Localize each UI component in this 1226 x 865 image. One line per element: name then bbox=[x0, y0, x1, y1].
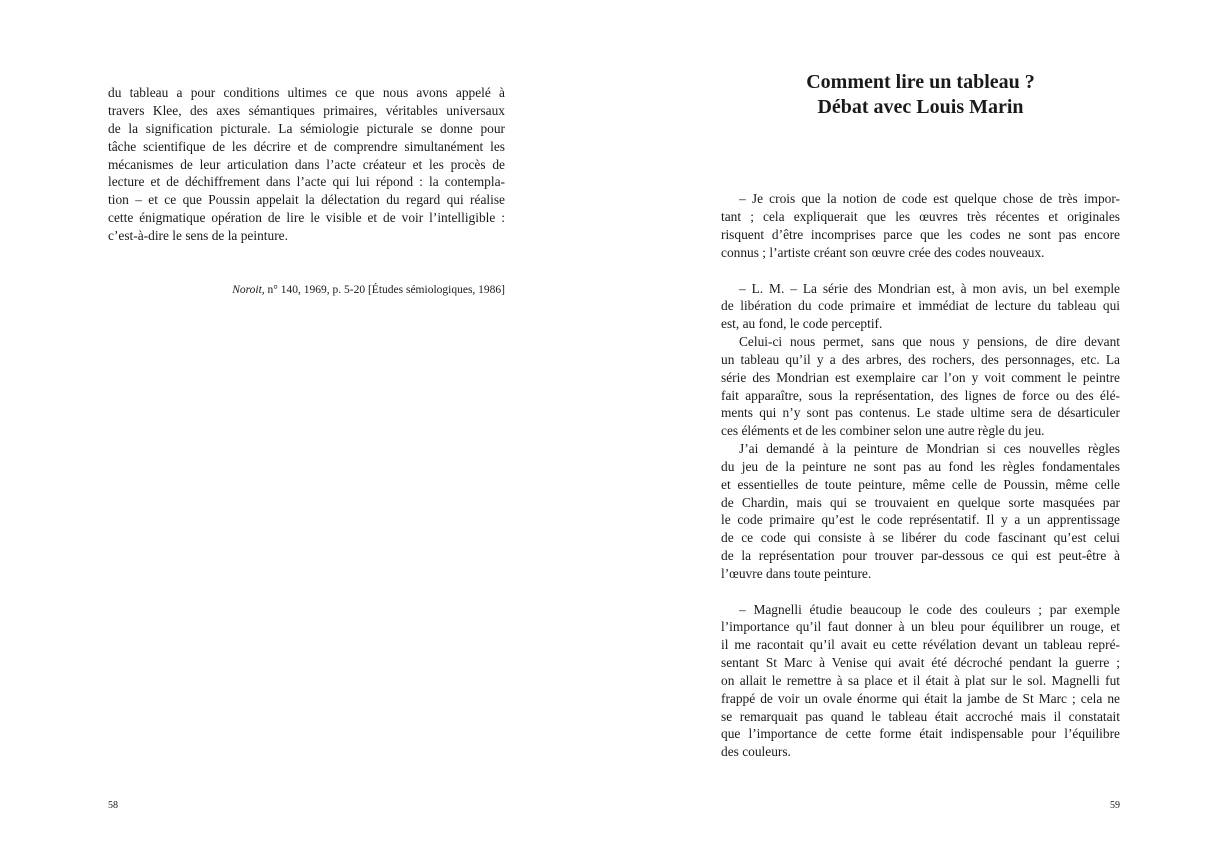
p1-line-2: tant ; cela expliquerait que les œuvres très récentes et originales bbox=[721, 209, 1120, 224]
left-text-line-2: travers Klee, des axes sémantiques primaires, véritables universaux bbox=[108, 103, 505, 118]
p4-line-6: de ce code qui consiste à se libérer du code fascinant qu’est celui bbox=[721, 530, 1120, 545]
p3-line-3: série des Mondrian est exemplaire car l’on y voit comment le peintre bbox=[721, 370, 1120, 385]
left-text-line-9: c’est-à-dire le sens de la peinture. bbox=[108, 228, 288, 243]
p3-line-6: ces éléments et de les combiner selon une autre règle du jeu. bbox=[721, 423, 1045, 438]
p3-line-4: fait apparaître, sous la représentation, des lignes de force ou des élé- bbox=[721, 388, 1120, 403]
chapter-title-line-1: Comment lire un tableau ? bbox=[806, 71, 1035, 93]
p4-line-8: l’œuvre dans toute peinture. bbox=[721, 566, 872, 581]
p1-line-1: – Je crois que la notion de code est quelque chose de très impor- bbox=[739, 191, 1120, 206]
p1-line-3: risquent d’être incomprises parce que les codes ne sont pas encore bbox=[721, 227, 1120, 242]
p4-line-5: le code primaire qu’est le code représentatif. Il y a un apprentissage bbox=[721, 512, 1120, 527]
p2-line-1: – L. M. – La série des Mondrian est, à mon avis, un bel exemple bbox=[739, 281, 1120, 296]
left-text-line-4: tâche scientifique de les décrire et de comprendre simultanément les bbox=[108, 139, 505, 154]
right-page bbox=[613, 0, 1226, 865]
source-citation bbox=[108, 282, 505, 298]
left-text-line-5: mécanismes de leur articulation dans l’acte créateur et les procès de bbox=[108, 157, 505, 172]
p5-line-2: l’importance qu’il faut donner à un bleu pour équilibrer un rouge, et bbox=[721, 619, 1120, 634]
p5-line-1: – Magnelli étudie beaucoup le code des couleurs ; par exemple bbox=[739, 602, 1120, 617]
chapter-title-line-2: Débat avec Louis Marin bbox=[817, 96, 1024, 118]
p2-line-3: est, au fond, le code perceptif. bbox=[721, 316, 883, 331]
left-text-line-8: cette énigmatique opération de lire le visible et de voir l’intelligible : bbox=[108, 210, 505, 225]
p4-line-2: du jeu de la peinture ne sont pas au fond les règles fondamentales bbox=[721, 459, 1120, 474]
p2-line-2: de libération du code primaire et immédiat de lecture du tableau qui bbox=[721, 298, 1120, 313]
p5-line-3: il me racontait qu’il avait eu cette révélation devant un tableau repré- bbox=[721, 637, 1120, 652]
p5-line-8: que l’importance de cette forme était indispensable pour l’équilibre bbox=[721, 726, 1120, 741]
p5-line-5: on allait le remettre à sa place et il était à plat sur le sol. Magnelli fut bbox=[721, 673, 1120, 688]
source-journal: Noroit, bbox=[232, 284, 265, 296]
p5-line-7: se remarquait pas quand le tableau était accroché mais il constatait bbox=[721, 709, 1120, 724]
page-number-right: 59 bbox=[1110, 800, 1120, 811]
left-text-line-3: de la signification picturale. La sémiologie picturale se donne pour bbox=[108, 121, 505, 136]
p5-line-6: frappé de voir un ovale énorme qui était la jambe de St Marc ; cela ne bbox=[721, 691, 1120, 706]
p3-line-2: un tableau qu’il y a des arbres, des rochers, des personnages, etc. La bbox=[721, 352, 1120, 367]
left-text-line-1: du tableau a pour conditions ultimes ce que nous avons appelé à bbox=[108, 85, 505, 100]
p3-line-5: ments qui n’y sont pas contenus. Le stade ultime sera de désarticuler bbox=[721, 405, 1120, 420]
p5-line-4: sentant St Marc à Venise qui avait été décroché pendant la guerre ; bbox=[721, 655, 1120, 670]
p5-line-9: des couleurs. bbox=[721, 744, 791, 759]
p3-line-1: Celui-ci nous permet, sans que nous y pensions, de dire devant bbox=[739, 334, 1120, 349]
left-text-line-7: tion – et ce que Poussin appelait la délectation du regard qui réalise bbox=[108, 192, 505, 207]
p4-line-1: J’ai demandé à la peinture de Mondrian si ces nouvelles règles bbox=[739, 441, 1120, 456]
page-number-left: 58 bbox=[108, 800, 118, 811]
p1-line-4: connus ; l’artiste créant son œuvre crée des codes nouveaux. bbox=[721, 245, 1045, 260]
p4-line-7: de la représentation pour trouver par-dessous ce qui est peut-être à bbox=[721, 548, 1120, 563]
left-text-line-6: lecture et de déchiffrement dans l’acte qui lui répond : la contempla- bbox=[108, 174, 505, 189]
p4-line-3: et essentielles de toute peinture, même celle de Poussin, même celle bbox=[721, 477, 1120, 492]
p4-line-4: de Chardin, mais qui se trouvaient en quelque sorte masquées par bbox=[721, 495, 1120, 510]
source-details: n° 140, 1969, p. 5-20 [Études sémiologiques, 1986] bbox=[264, 284, 505, 296]
